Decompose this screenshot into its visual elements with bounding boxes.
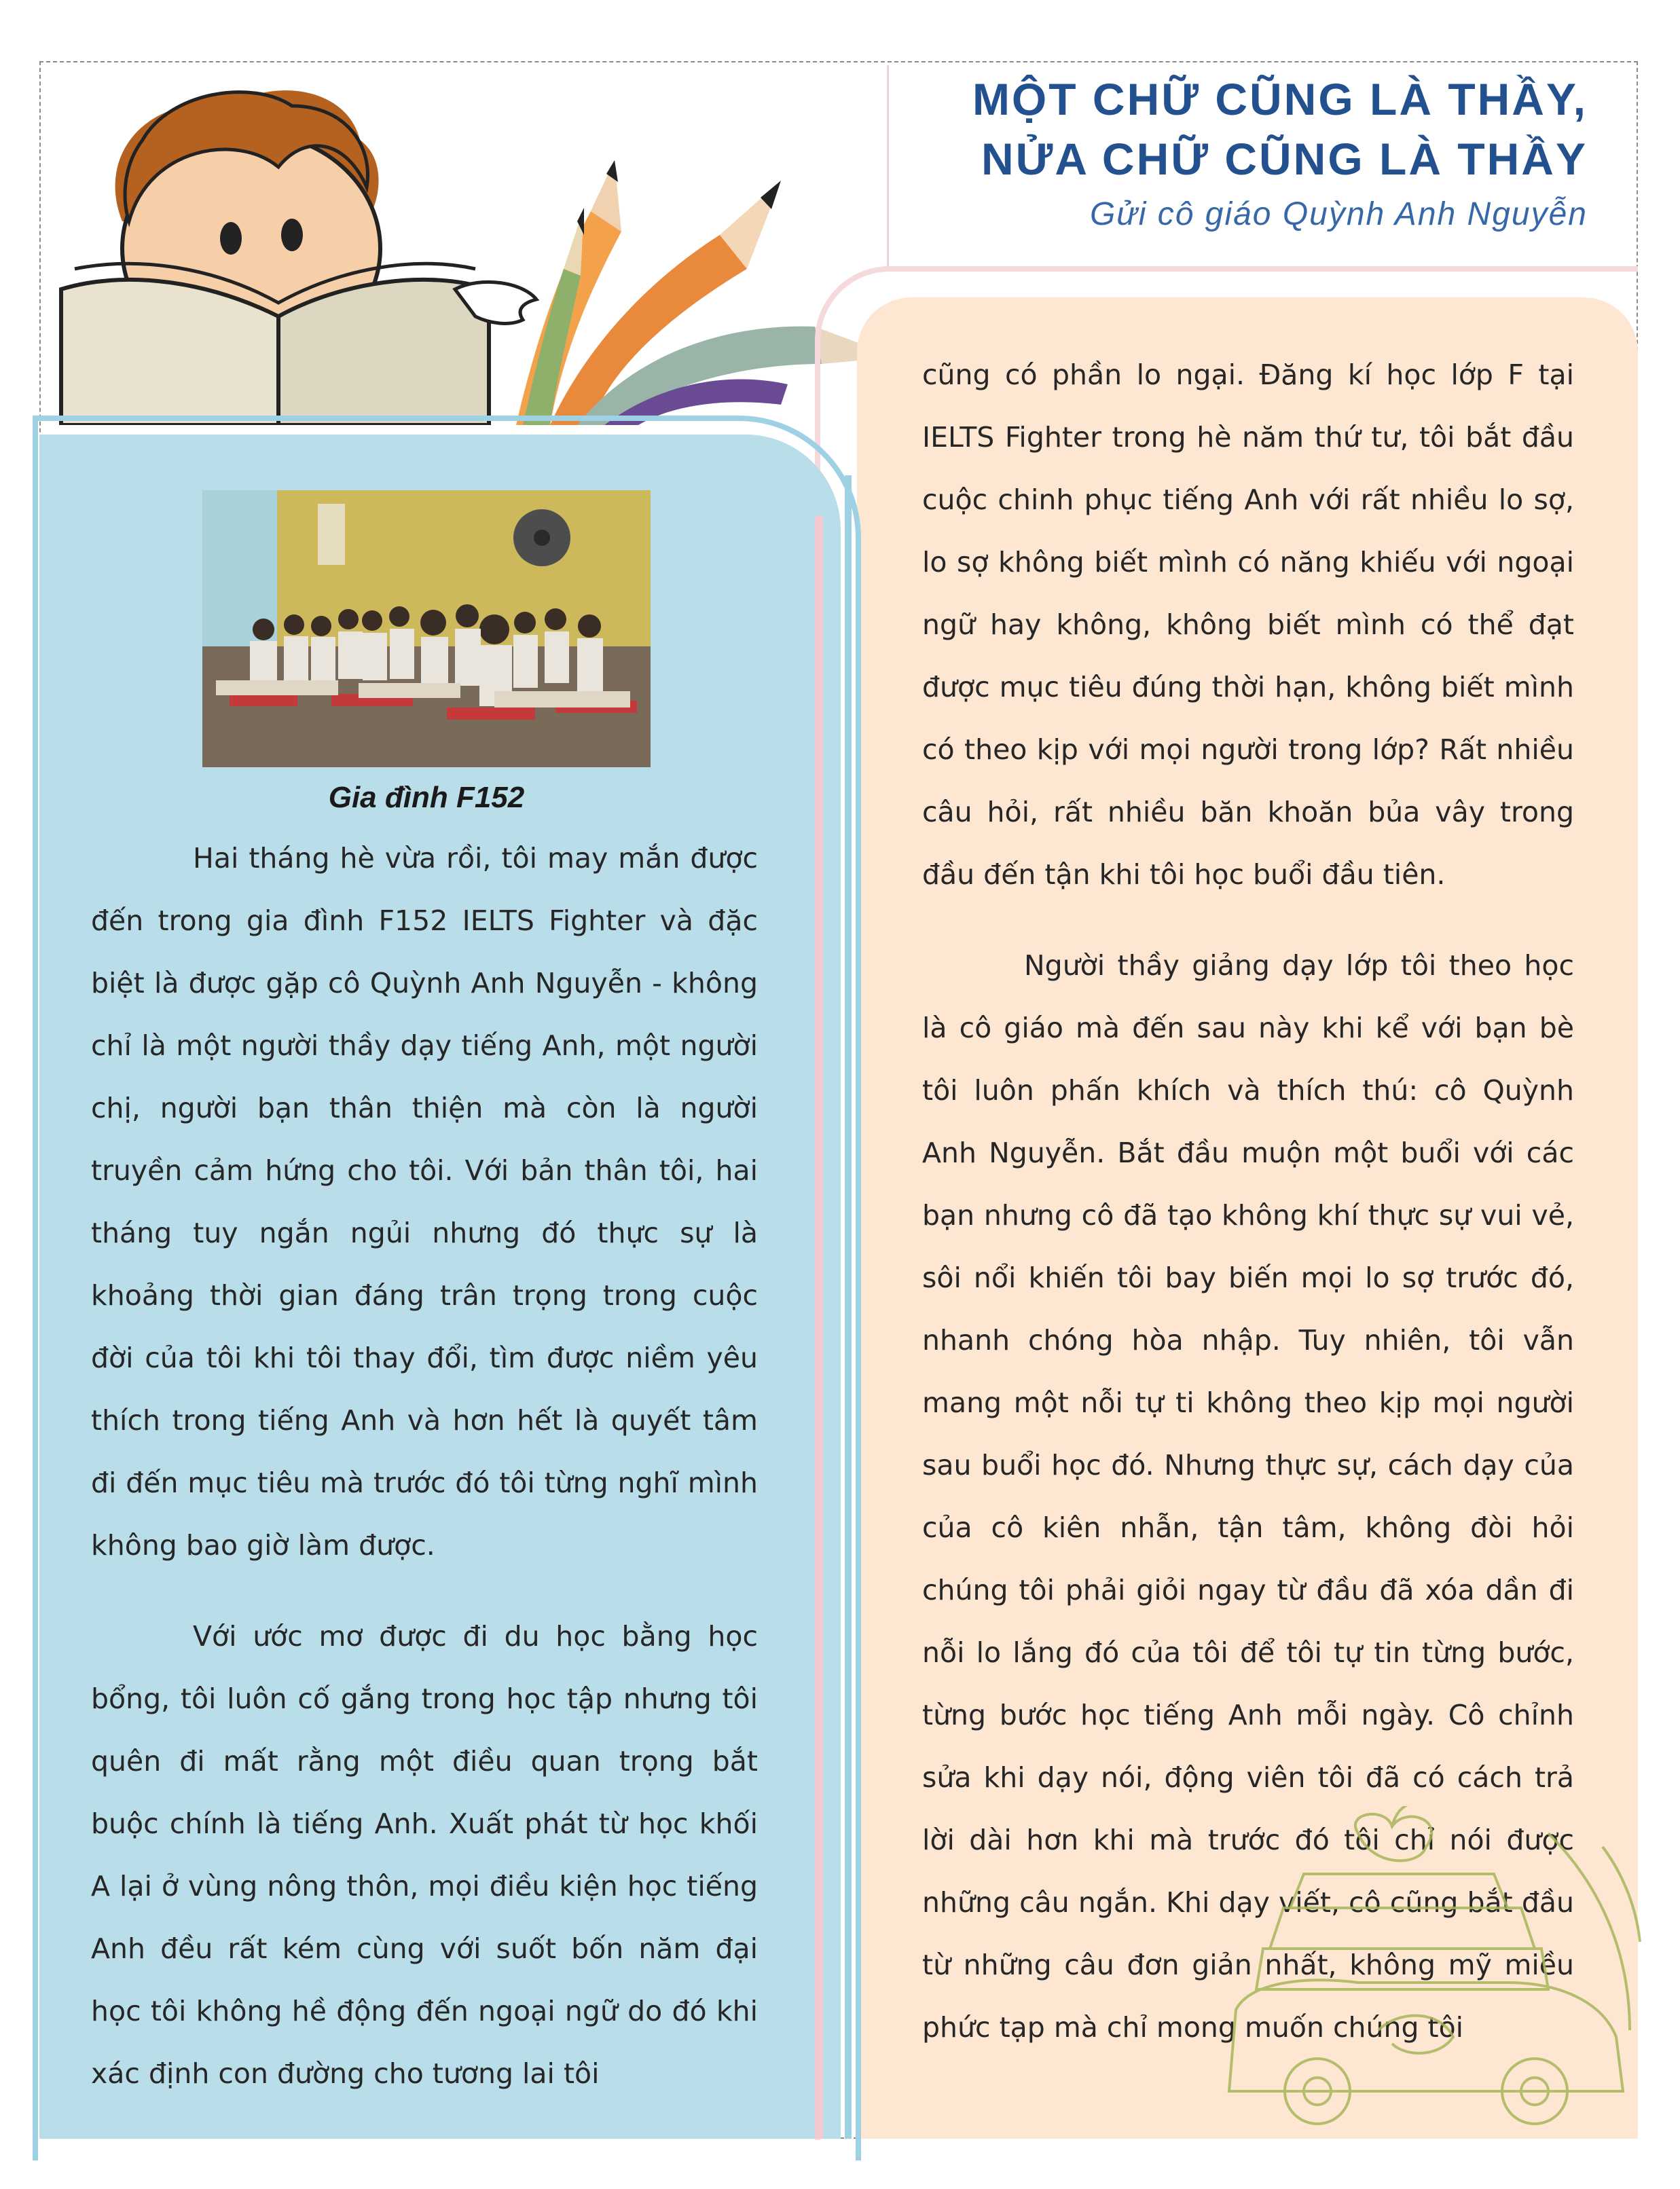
reading-boy-with-pencils-icon <box>48 65 903 425</box>
subtitle: Gửi cô giáo Quỳnh Anh Nguyễn <box>1089 196 1588 232</box>
title-line-2: NỬA CHỮ CŨNG LÀ THẦY <box>981 134 1588 184</box>
classroom-photo <box>202 490 651 767</box>
photo-caption: Gia đình F152 <box>328 781 525 814</box>
left-column-text <box>91 827 758 2105</box>
left-panel-accent-line <box>815 516 823 2139</box>
right-column-text <box>922 344 1574 2059</box>
left-paragraph-2: Với ước mơ được đi du học bằng học bổng, tôi luôn cố gắng trong học tập nhưng tôi quên đi mất rằng một điều quan trọng bắt buộc chính là tiếng Anh. Xuất phát từ học khối A lại ở vùng nông thôn, mọi điều kiện học tiếng Anh đều rất kém cùng với suốt bốn năm đại học tôi không hề động đến ngoại ngữ do đó khi xác định con đường cho tương lai tôi <box>91 1620 758 2090</box>
header-title-box <box>887 65 1620 269</box>
right-paragraph-1: cũng có phần lo ngại. Đăng kí học lớp F tại IELTS Fighter trong hè năm thứ tư, tôi bắt đầu cuộc chinh phục tiếng Anh với rất nhiều lo sợ, lo sợ không biết mình có năng khiếu với ngoại ngữ hay không, không biết mình có thể đạt được mục tiêu đúng thời hạn, không biết mình có theo kịp với mọi người trong lớp? Rất nhiều câu hỏi, rất nhiều băn khoăn bủa vây trong đầu đến tận khi tôi học buổi đầu tiên. <box>922 358 1574 891</box>
left-paragraph-1: Hai tháng hè vừa rồi, tôi may mắn được đến trong gia đình F152 IELTS Fighter và đặc biệt là được gặp cô Quỳnh Anh Nguyễn - không chỉ là một người thầy dạy tiếng Anh, một người chị, người bạn thân thiện mà còn là người truyền cảm hứng cho tôi. Với bản thân tôi, hai tháng tuy ngắn ngủi nhưng đó thực sự là khoảng thời gian đáng trân trọng trong cuộc đời của tôi khi tôi thay đổi, tìm được niềm yêu thích trong tiếng Anh và hơn hết là quyết tâm đi đến mục tiêu mà trước đó tôi từng nghĩ mình không bao giờ làm được. <box>91 842 758 1562</box>
title-line-1: MỘT CHỮ CŨNG LÀ THẦY, <box>972 74 1588 124</box>
apple-stack-car-doodle-icon <box>1222 1806 1643 2125</box>
right-paragraph-2: Người thầy giảng dạy lớp tôi theo học là cô giáo mà đến sau này khi kể với bạn bè tôi luôn phấn khích và thích thú: cô Quỳnh Anh Nguyễn. Bắt đầu muộn một buổi với các bạn nhưng cô đã tạo không khí thực sự vui vẻ, sôi nổi khiến tôi bay biến mọi lo sợ trước đó, nhanh chóng hòa nhập. Tuy nhiên, tôi vẫn mang một nỗi tự ti không theo kịp mọi người sau buổi học đó. Nhưng thực sự, cách dạy của của cô kiên nhẫn, tận tâm, không đòi hỏi chúng tôi phải giỏi ngay từ đầu đã xóa dần đi nỗi lo lắng đó của tôi để tôi tự tin từng bước, từng bước học tiếng Anh mỗi ngày. Cô chỉnh sửa khi dạy nói, động viên tôi đã có cách trả lời dài hơn khi mà trước đó tôi chỉ nói được những câu ngắn. Khi dạy viết, cô cũng bắt đầu từ những câu đơn giản nhất, không mỹ miều phức tạp mà chỉ mong muốn chúng tôi <box>922 949 1574 2044</box>
